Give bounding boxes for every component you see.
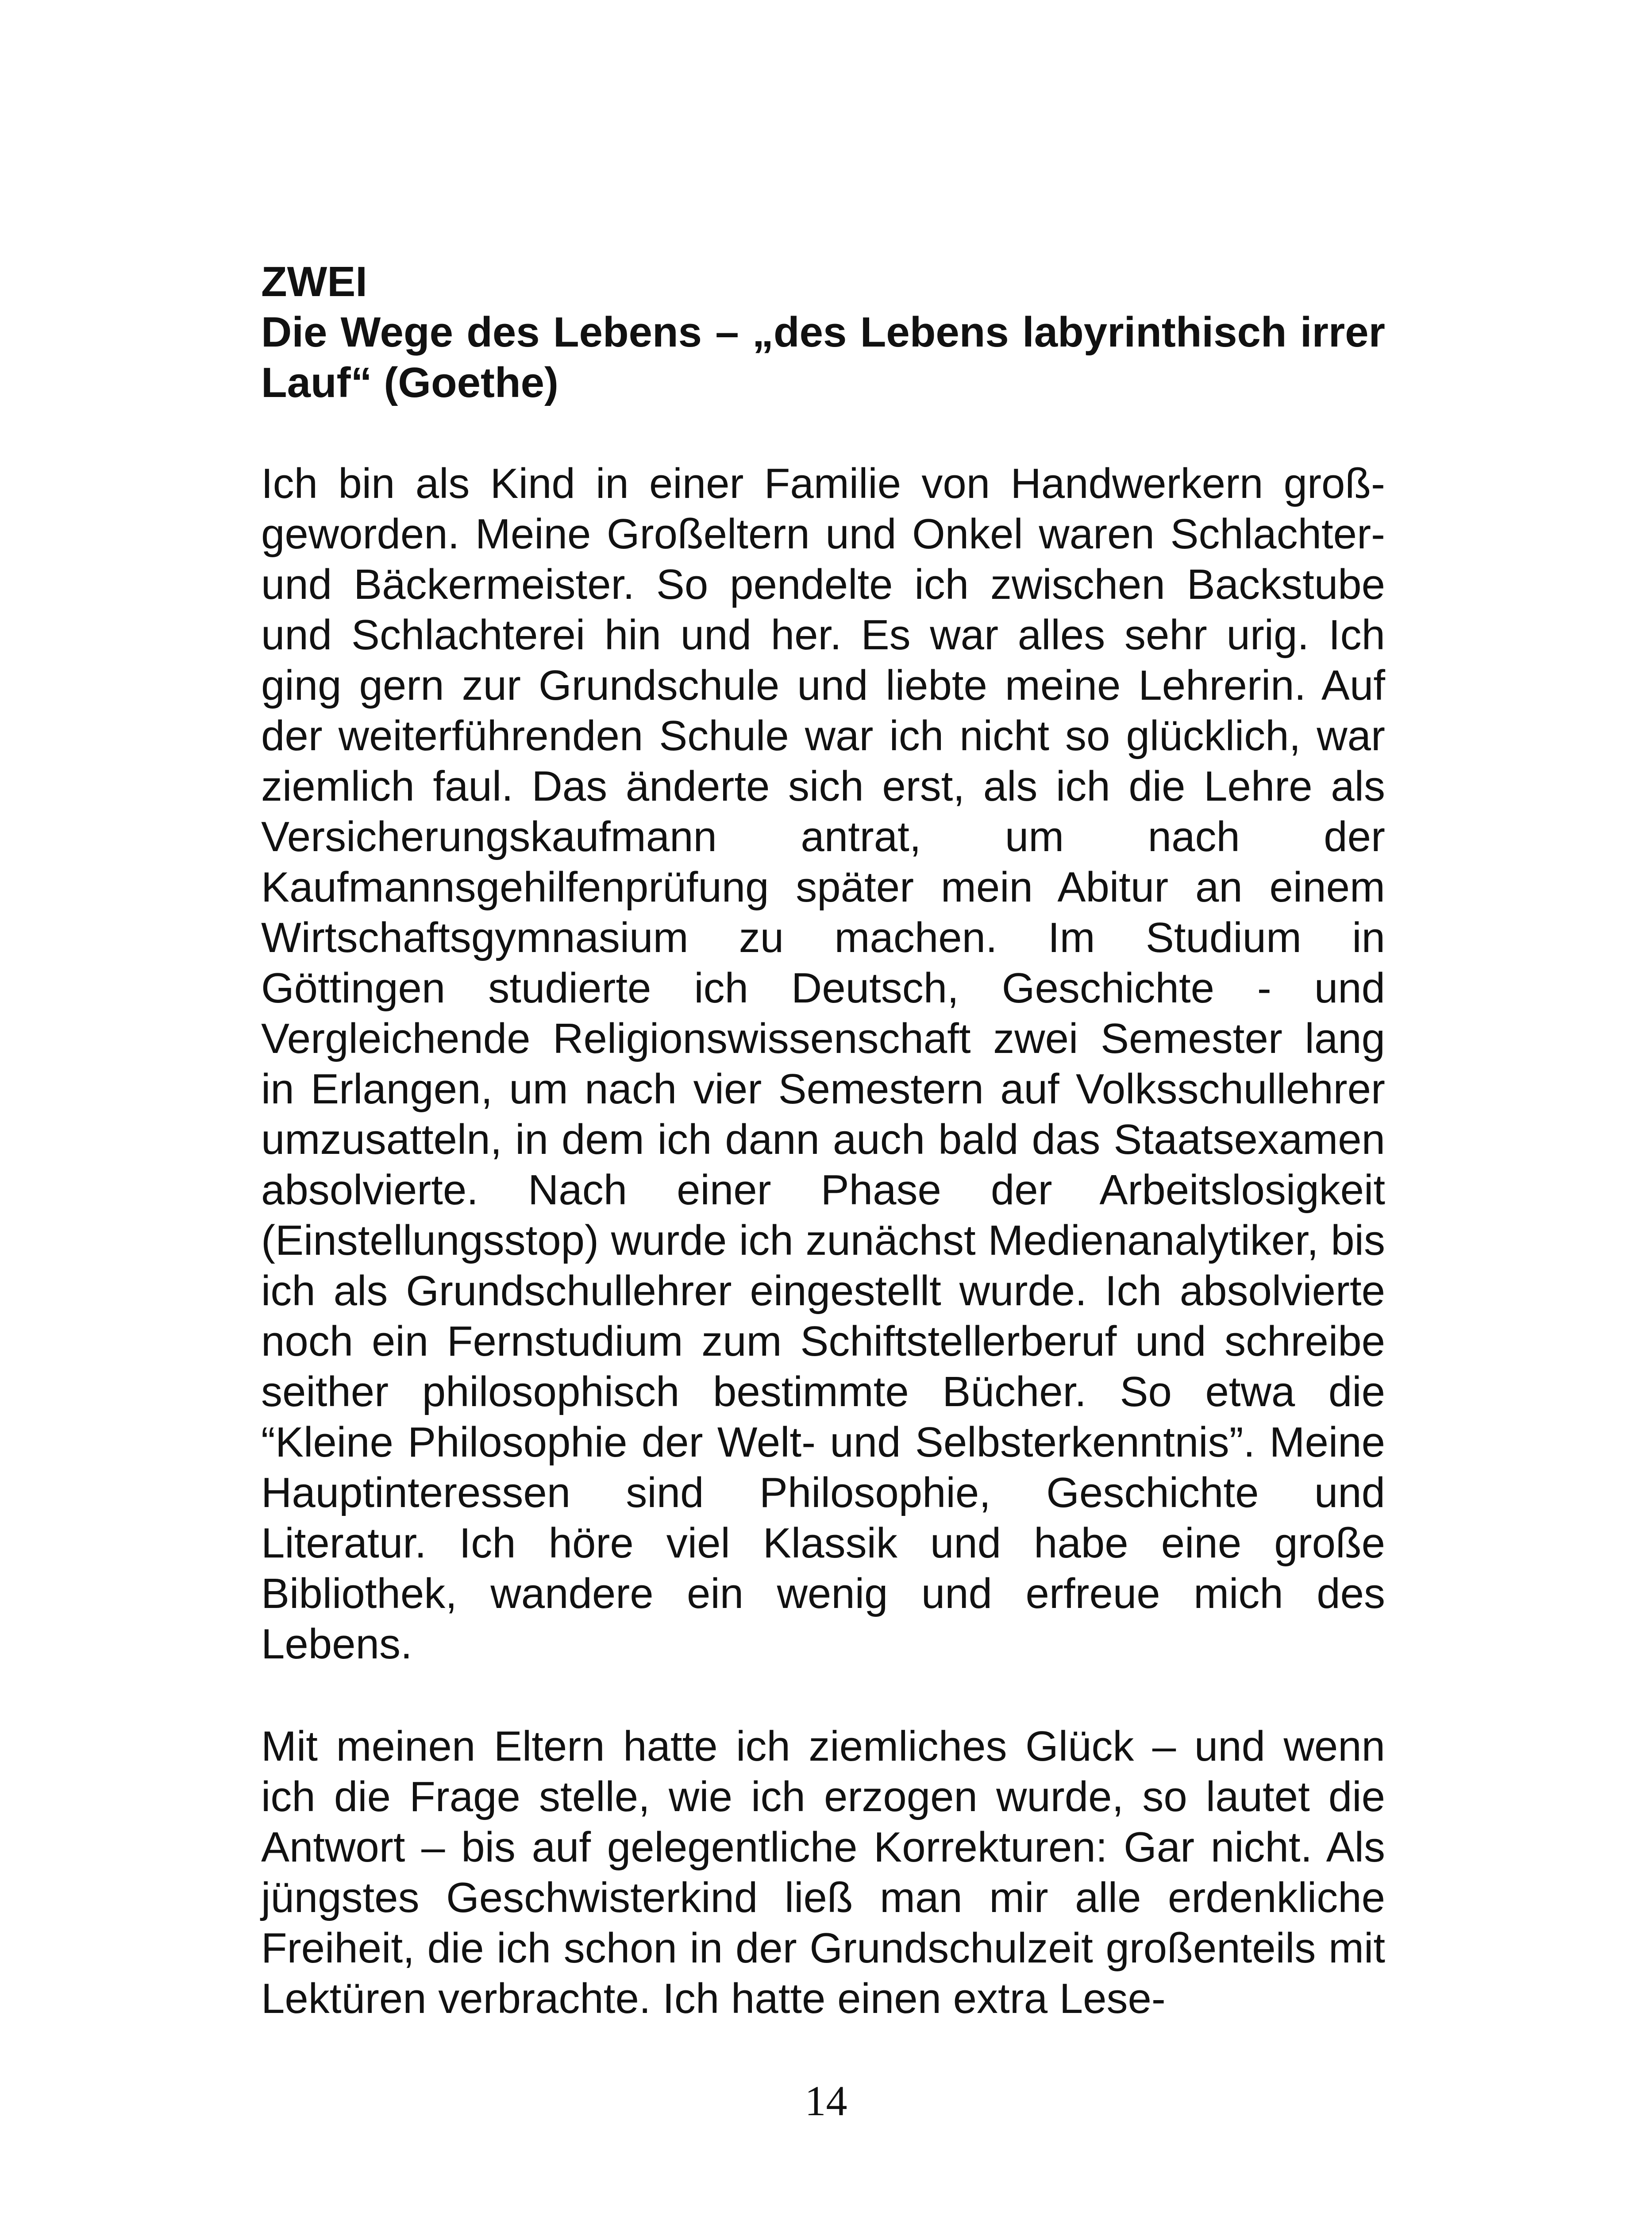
paragraph-2: Mit meinen Eltern hatte ich ziemliches Glück – und wenn ich die Frage stelle, wie ich erzogen wurde, so lautet die Antwort – bis auf gelegentliche Korrekturen: Gar nicht. Als jüngstes Geschwisterkind ließ man mir alle erdenkliche Freiheit, die ich schon in der Grundschulzeit großenteils mit Lektüren verbrachte. Ich hatte einen extra Lese-	[261, 1723, 1385, 2022]
chapter-number: ZWEI	[261, 258, 367, 305]
page-number: 14	[805, 2077, 847, 2124]
chapter-title: Die Wege des Lebens – „des Lebens labyrinthisch irrer Lauf“ (Goethe)	[261, 308, 1385, 406]
paragraph-1: Ich bin als Kind in einer Familie von Handwerkern groß-geworden. Meine Großeltern und Onkel waren Schlachter- und Bäckermeister. So pendelte ich zwischen Backstube und Schlachterei hin und her. Es war alles sehr urig. Ich ging gern zur Grundschule und liebte meine Lehrerin. Auf der weiterführenden Schule war ich nicht so glücklich, war ziemlich faul. Das änderte sich erst, als ich die Lehre als Versicherungskaufmann antrat, um nach der Kaufmannsgehilfenprüfung später mein Abitur an einem Wirtschaftsgymnasium zu machen. Im Studium in Göttingen studierte ich Deutsch, Geschichte - und Vergleichende Religionswissenschaft zwei Semester lang in Erlangen, um nach vier Semestern auf Volksschullehrer umzusatteln, in dem ich dann auch bald das Staatsexamen absolvierte. Nach einer Phase der Arbeitslosigkeit (Einstellungsstop) wurde ich zunächst Medienanalytiker, bis ich als Grundschullehrer eingestellt wurde. Ich absolvierte noch ein Fernstudium zum Schiftstellerberuf und schreibe seither philosophisch bestimmte Bücher. So etwa die “Kleine Philosophie der Welt- und Selbsterkenntnis”. Meine Hauptinteressen sind Philosophie, Geschichte und Literatur. Ich höre viel Klassik und habe eine große Bibliothek, wandere ein wenig und erfreue mich des Lebens.	[261, 460, 1385, 1668]
